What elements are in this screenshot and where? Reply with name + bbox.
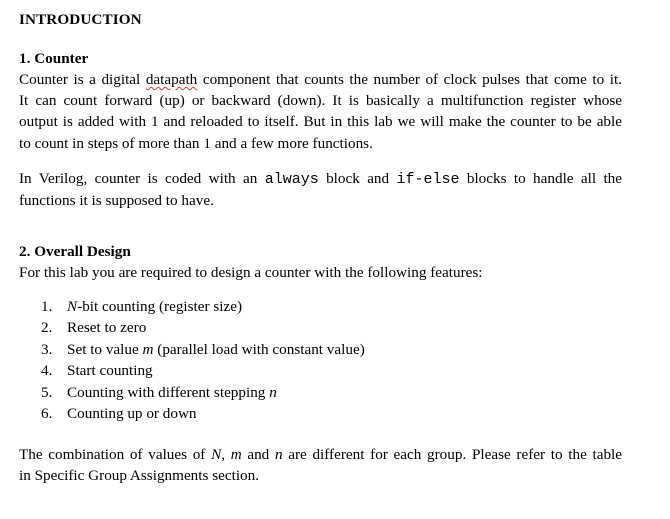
spellcheck-word: datapath: [145, 71, 198, 88]
list-item: 1. N-bit counting (register size): [41, 298, 243, 315]
counter-paragraph: [19, 69, 622, 154]
overall-design-heading: 2. Overall Design: [19, 243, 131, 260]
closing-paragraph-line-1: The combination of values of N, m and n are different for each group. Please refer to the table: [19, 446, 623, 463]
counter-heading: 1. Counter: [19, 50, 89, 67]
verilog-paragraph: [19, 168, 622, 211]
code-always: always: [264, 171, 319, 188]
counter-paragraph-line-3: output is added with 1 and reloaded to itself. But in this lab we will make the counter to be able: [19, 113, 622, 131]
code-if-else: if-else: [396, 171, 460, 188]
list-item: 4. Start counting: [41, 362, 153, 380]
closing-paragraph-line-2: in Specific Group Assignments section.: [19, 467, 260, 485]
list-item: 3. Set to value m (parallel load with constant value): [41, 340, 365, 358]
list-item: 5. Counting with different stepping n: [41, 383, 277, 401]
counter-paragraph-line-2: It can count forward (up) or backward (down). It is basically a multifunction register whose: [19, 92, 622, 110]
list-item: 2. Reset to zero: [41, 319, 147, 337]
counter-paragraph-line-4: to count in steps of more than 1 and a few more functions.: [19, 134, 373, 152]
closing-paragraph: [19, 444, 622, 486]
overall-design-intro: For this lab you are required to design a counter with the following features:: [19, 264, 483, 281]
introduction-heading: INTRODUCTION: [19, 11, 142, 28]
verilog-paragraph-line-1: In Verilog, counter is coded with an always block and if-else blocks to handle all the: [19, 170, 623, 188]
verilog-paragraph-line-2: functions it is supposed to have.: [19, 192, 214, 210]
counter-paragraph-line-1: Counter is a digital datapath component that counts the number of clock pulses that come to it.: [19, 71, 623, 88]
list-item: 6. Counting up or down: [41, 404, 197, 422]
features-list: [41, 296, 365, 424]
